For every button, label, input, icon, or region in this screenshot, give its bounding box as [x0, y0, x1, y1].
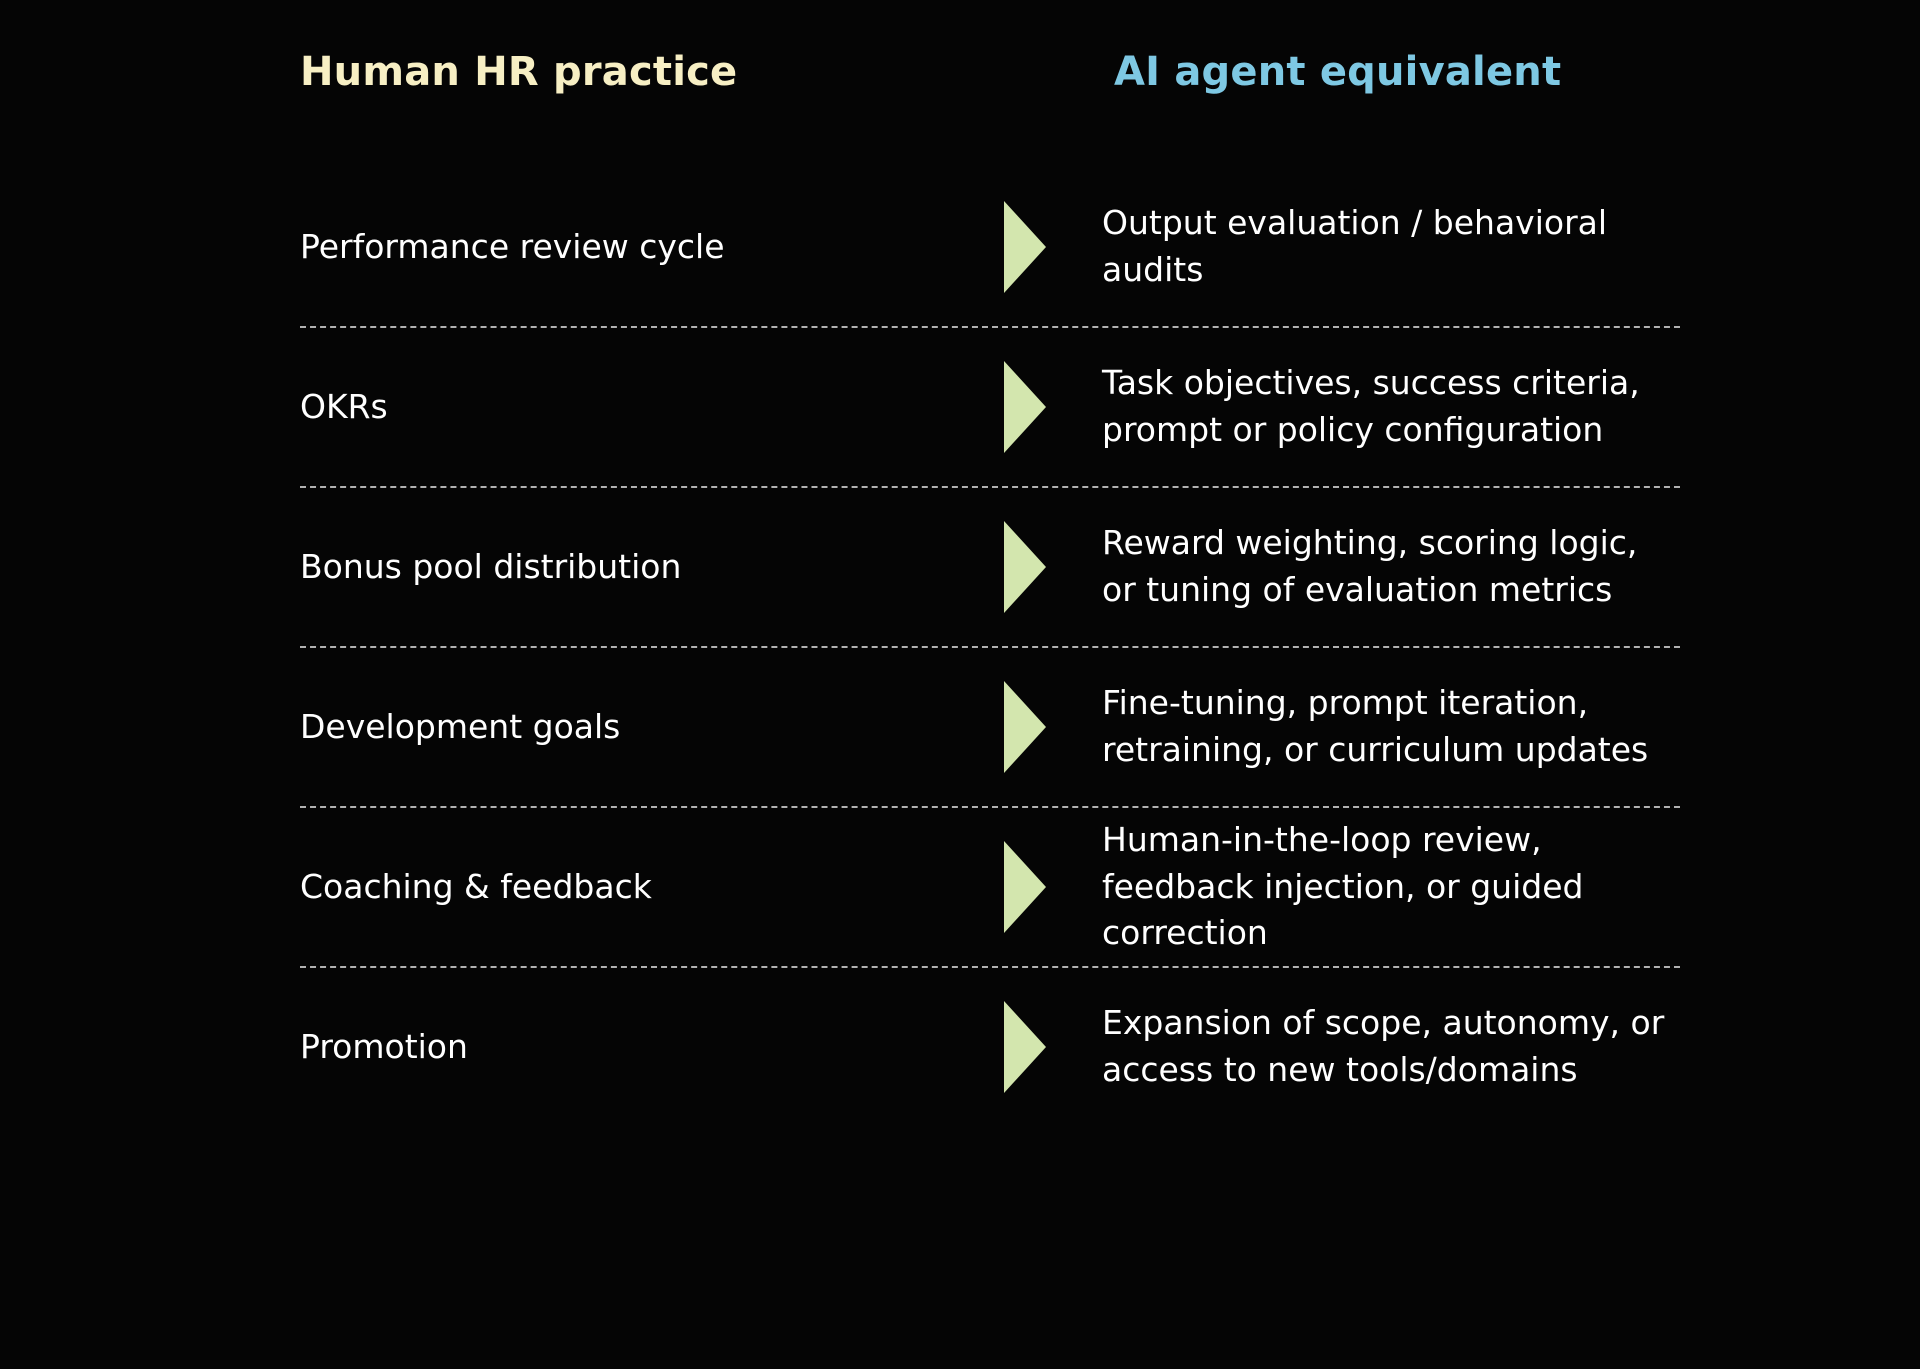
row-arrow-cell — [960, 681, 1090, 773]
row-practice-cell — [300, 545, 960, 590]
row-practice-cell — [300, 1025, 960, 1070]
row-practice-cell — [300, 705, 960, 750]
equivalent-label: Fine-tuning, prompt iteration, retraining, or curriculum updates — [1102, 683, 1649, 769]
practice-label: Bonus pool distribution — [300, 546, 682, 586]
practice-label: Promotion — [300, 1026, 468, 1066]
header-cell-right — [1090, 48, 1680, 96]
row-divider — [300, 326, 1680, 328]
equivalent-label: Task objectives, success criteria, prompt or policy configuration — [1102, 363, 1640, 449]
table-row — [300, 968, 1680, 1126]
row-practice-cell — [300, 225, 960, 270]
row-practice-cell — [300, 385, 960, 430]
table-row — [300, 648, 1680, 806]
equivalent-label: Human-in-the-loop review, feedback injection, or guided correction — [1102, 819, 1584, 953]
row-divider — [300, 486, 1680, 488]
column-header-ai-agent-equivalent: AI agent equivalent — [1114, 49, 1562, 95]
table-row — [300, 328, 1680, 486]
row-divider — [300, 966, 1680, 968]
row-equivalent-cell — [1090, 680, 1680, 774]
row-arrow-cell — [960, 1001, 1090, 1093]
row-equivalent-cell — [1090, 817, 1680, 958]
row-equivalent-cell — [1090, 360, 1680, 454]
table-row — [300, 808, 1680, 966]
triangle-right-icon — [1004, 1001, 1046, 1093]
triangle-right-icon — [1004, 681, 1046, 773]
row-divider — [300, 806, 1680, 808]
row-divider — [300, 646, 1680, 648]
practice-label: OKRs — [300, 386, 388, 426]
row-practice-cell — [300, 865, 960, 910]
column-header-human-hr-practice: Human HR practice — [300, 49, 738, 95]
table-row — [300, 168, 1680, 326]
practice-label: Coaching & feedback — [300, 866, 652, 906]
equivalent-label: Output evaluation / behavioral audits — [1102, 203, 1608, 289]
row-arrow-cell — [960, 841, 1090, 933]
practice-label: Performance review cycle — [300, 226, 725, 266]
row-equivalent-cell — [1090, 1000, 1680, 1094]
triangle-right-icon — [1004, 201, 1046, 293]
practice-label: Development goals — [300, 706, 621, 746]
header-cell-left — [300, 48, 960, 96]
triangle-right-icon — [1004, 841, 1046, 933]
table-row — [300, 488, 1680, 646]
row-equivalent-cell — [1090, 520, 1680, 614]
row-arrow-cell — [960, 361, 1090, 453]
row-equivalent-cell — [1090, 200, 1680, 294]
comparison-grid — [300, 48, 1680, 1126]
table-header — [300, 48, 1680, 168]
triangle-right-icon — [1004, 521, 1046, 613]
row-arrow-cell — [960, 201, 1090, 293]
triangle-right-icon — [1004, 361, 1046, 453]
equivalent-label: Reward weighting, scoring logic, or tuning of evaluation metrics — [1102, 523, 1638, 609]
row-arrow-cell — [960, 521, 1090, 613]
equivalent-label: Expansion of scope, autonomy, or access to new tools/domains — [1102, 1003, 1665, 1089]
